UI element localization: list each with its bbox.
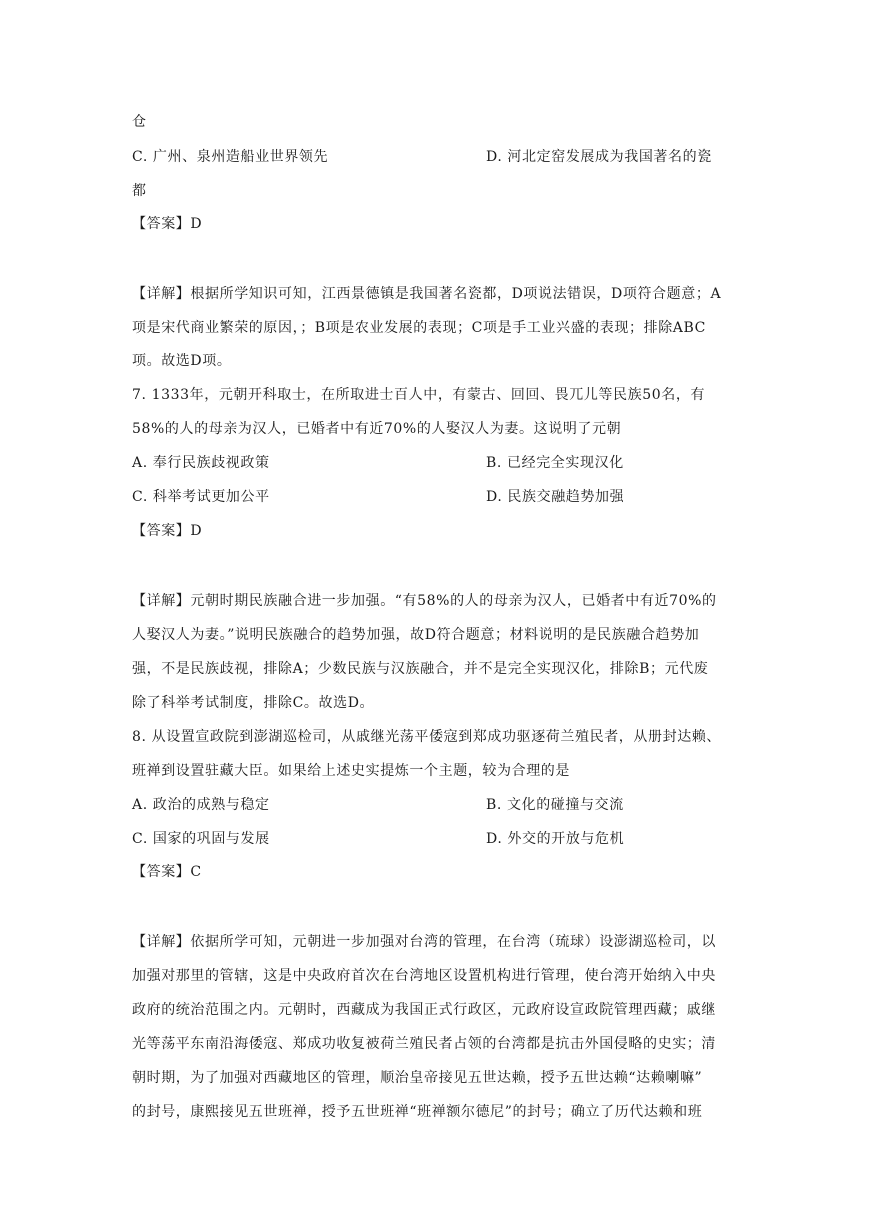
explanation-line: 强，不是民族歧视，排除A；少数民族与汉族融合，并不是完全实现汉化，排除B；元代废 (132, 661, 709, 677)
answer-label: 【答案】D (132, 523, 203, 539)
explanation-line: 项是宋代商业繁荣的原因，；B项是农业发展的表现；C项是手工业兴盛的表现；排除ABC (132, 320, 706, 336)
text-line: 都 (132, 183, 147, 199)
explanation-line: 人娶汉人为妻。”说明民族融合的趋势加强，故D符合题意；材料说明的是民族融合趋势加 (132, 627, 700, 643)
option-a: A. 奉行民族歧视政策 (132, 455, 270, 471)
option-d: D. 外交的开放与危机 (486, 831, 625, 847)
question-7-line: 58%的人的母亲为汉人，已婚者中有近70%的人娶汉人为妻。这说明了元朝 (132, 421, 622, 437)
answer-label: 【答案】C (132, 864, 202, 880)
explanation-line: 光等荡平东南沿海倭寇、郑成功收复被荷兰殖民者占领的台湾都是抗击外国侵略的史实；清 (132, 1036, 716, 1052)
option-c: C. 国家的巩固与发展 (132, 831, 270, 847)
explanation-line: 【详解】根据所学知识可知，江西景德镇是我国著名瓷都，D项说法错误，D项符合题意；A (132, 286, 722, 302)
explanation-line: 朝时期，为了加强对西藏地区的管理，顺治皇帝接见五世达赖，授予五世达赖“达赖喇嘛” (132, 1070, 703, 1086)
explanation-line: 项。故选D项。 (132, 353, 232, 369)
question-7-line: 7. 1333年，元朝开科取士，在所取进士百人中，有蒙古、回回、畏兀儿等民族50名，有 (132, 387, 706, 403)
question-8-line: 8. 从设置宣政院到澎湖巡检司，从戚继光荡平倭寇到郑成功驱逐荷兰殖民者，从册封达赖、 (132, 729, 722, 745)
text-line: 仓 (132, 114, 147, 130)
option-c: C. 广州、泉州造船业世界领先 (132, 149, 329, 165)
option-d: D. 民族交融趋势加强 (486, 489, 625, 505)
option-b: B. 文化的碰撞与交流 (486, 797, 624, 813)
explanation-line: 的封号，康熙接见五世班禅，授予五世班禅“班禅额尔德尼”的封号；确立了历代达赖和班 (132, 1104, 703, 1120)
option-c: C. 科举考试更加公平 (132, 489, 270, 505)
option-d: D. 河北定窑发展成为我国著名的瓷 (486, 149, 712, 165)
explanation-line: 【详解】依据所学可知，元朝进一步加强对台湾的管理，在台湾（琉球）设澎湖巡检司，以 (132, 934, 716, 950)
explanation-line: 加强对那里的管辖，这是中央政府首次在台湾地区设置机构进行管理，使台湾开始纳入中央 (132, 968, 716, 984)
option-b: B. 已经完全实现汉化 (486, 455, 624, 471)
answer-label: 【答案】D (132, 216, 203, 232)
question-8-line: 班禅到设置驻藏大臣。如果给上述史实提炼一个主题，较为合理的是 (132, 763, 570, 779)
explanation-line: 【详解】元朝时期民族融合进一步加强。“有58%的人的母亲为汉人，已婚者中有近70%的 (132, 593, 717, 609)
option-a: A. 政治的成熟与稳定 (132, 797, 270, 813)
explanation-line: 政府的统治范围之内。元朝时，西藏成为我国正式行政区，元政府设宣政院管理西藏；戚继 (132, 1002, 716, 1018)
explanation-line: 除了科举考试制度，排除C。故选D。 (132, 695, 375, 711)
